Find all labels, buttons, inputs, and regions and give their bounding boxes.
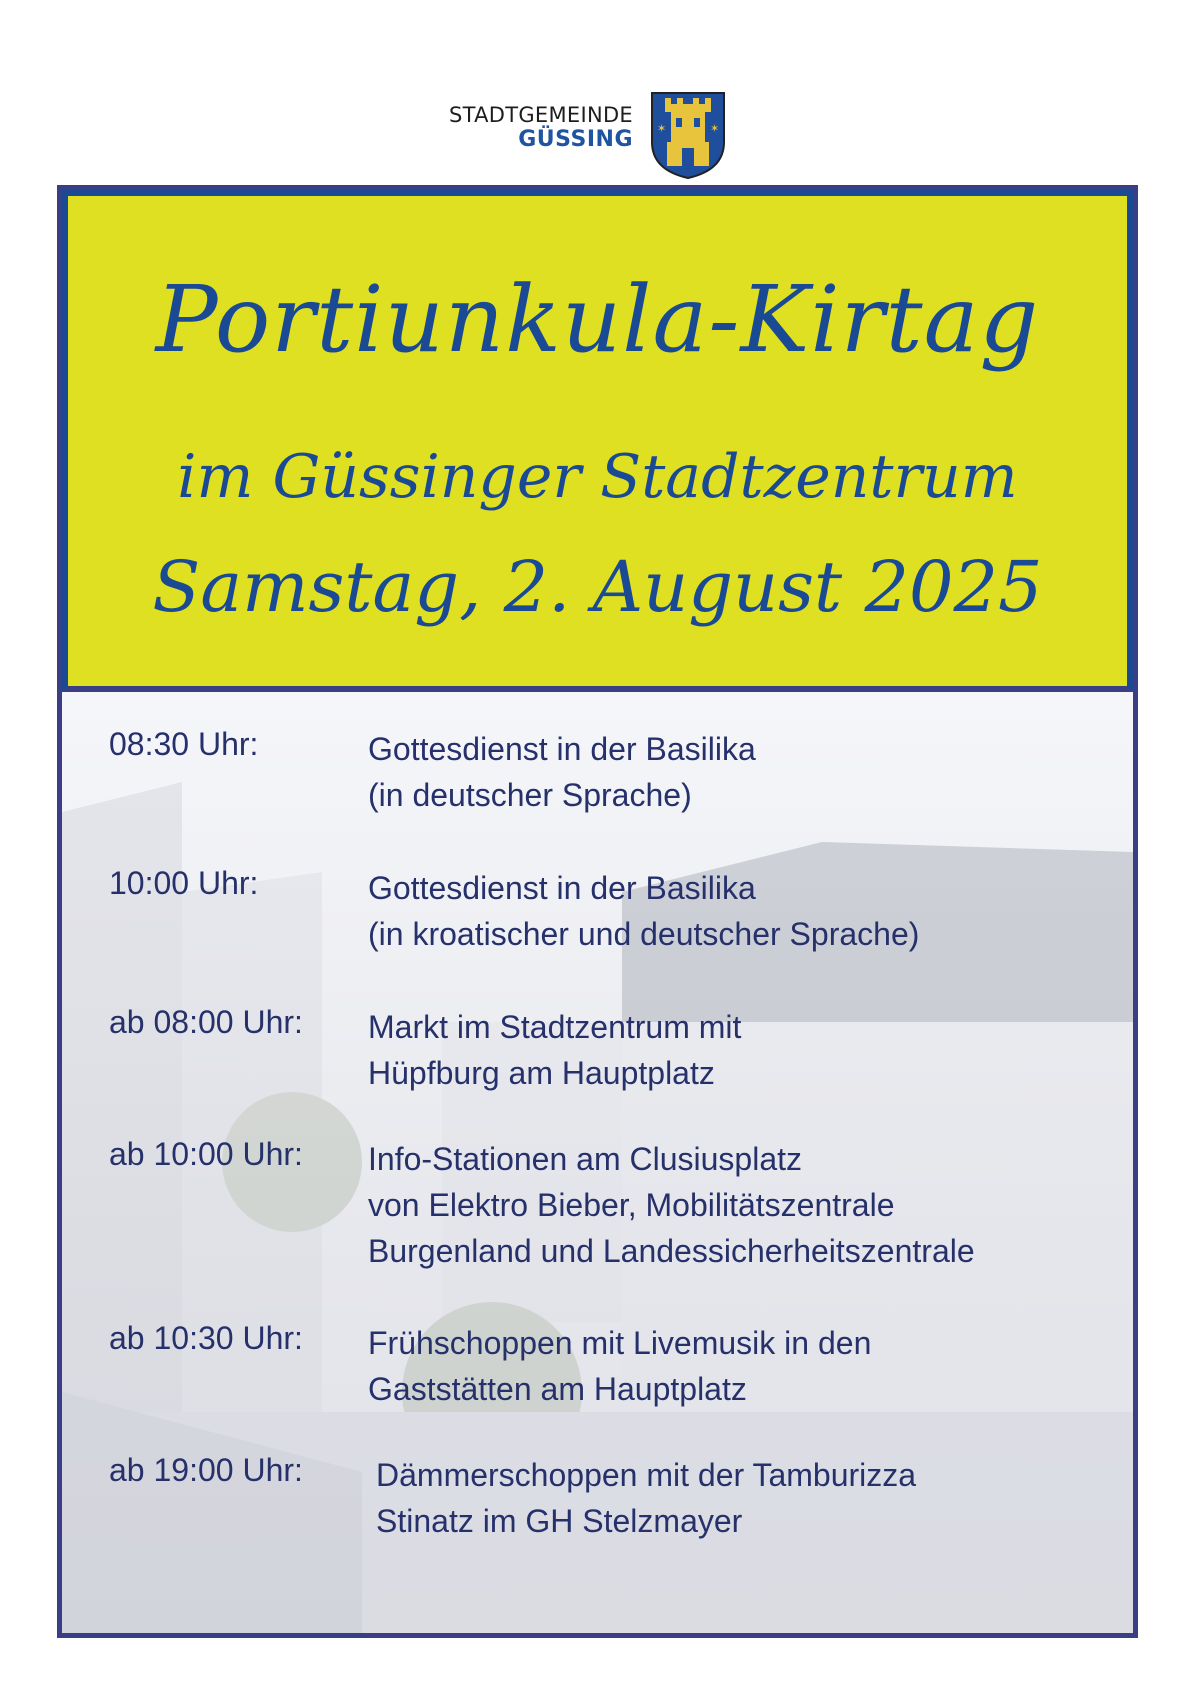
schedule-description	[368, 1320, 1119, 1412]
description-line: Gaststätten am Hauptplatz	[368, 1371, 747, 1407]
svg-text:✶: ✶	[657, 122, 667, 135]
logo-line-1: STADTGEMEINDE	[448, 103, 633, 127]
schedule-time: ab 08:00 Uhr:	[109, 1004, 303, 1040]
poster-frame	[57, 185, 1138, 1638]
schedule-item	[109, 865, 1119, 1004]
event-subtitle: im Güssinger Stadtzentrum	[177, 442, 1018, 512]
schedule-item	[109, 1136, 1119, 1320]
description-line: Hüpfburg am Hauptplatz	[368, 1055, 715, 1091]
schedule-description	[368, 865, 1119, 957]
description-line: Markt im Stadtzentrum mit	[368, 1009, 742, 1045]
schedule-list	[109, 726, 1119, 1552]
schedule-description	[368, 1136, 1119, 1274]
svg-text:✶: ✶	[710, 122, 720, 135]
description-line: Gottesdienst in der Basilika	[368, 731, 756, 767]
description-line: Dämmerschoppen mit der Tamburizza	[376, 1457, 917, 1493]
municipality-logo	[427, 90, 727, 182]
description-line: Stinatz im GH Stelzmayer	[376, 1503, 743, 1539]
event-title: Portiunkula-Kirtag	[155, 266, 1040, 373]
schedule-item	[109, 1320, 1119, 1452]
gussing-coat-of-arms-icon	[649, 90, 727, 180]
logo-text	[449, 104, 633, 152]
schedule-time: ab 19:00 Uhr:	[109, 1452, 303, 1488]
header-banner	[62, 190, 1133, 692]
event-date: Samstag, 2. August 2025	[152, 546, 1043, 628]
description-line: Frühschoppen mit Livemusik in den	[368, 1325, 872, 1361]
schedule-description	[368, 726, 1119, 818]
description-line: (in kroatischer und deutscher Sprache)	[368, 916, 920, 952]
schedule-time: ab 10:30 Uhr:	[109, 1320, 303, 1356]
schedule-time: 08:30 Uhr:	[109, 726, 259, 762]
schedule-item	[109, 1452, 1119, 1552]
description-line: Info-Stationen am Clusiusplatz	[368, 1141, 802, 1177]
schedule-time: 10:00 Uhr:	[109, 865, 259, 901]
description-line: (in deutscher Sprache)	[368, 777, 692, 813]
schedule-item	[109, 1004, 1119, 1136]
description-line: Gottesdienst in der Basilika	[368, 870, 756, 906]
logo-line-2: GÜSSING	[518, 126, 633, 152]
description-line: Burgenland und Landessicherheitszentrale	[368, 1233, 975, 1269]
schedule-item	[109, 726, 1119, 865]
schedule-description	[368, 1004, 1119, 1096]
description-line: von Elektro Bieber, Mobilitätszentrale	[368, 1187, 895, 1223]
schedule-time: ab 10:00 Uhr:	[109, 1136, 303, 1172]
schedule-description	[376, 1452, 1119, 1544]
